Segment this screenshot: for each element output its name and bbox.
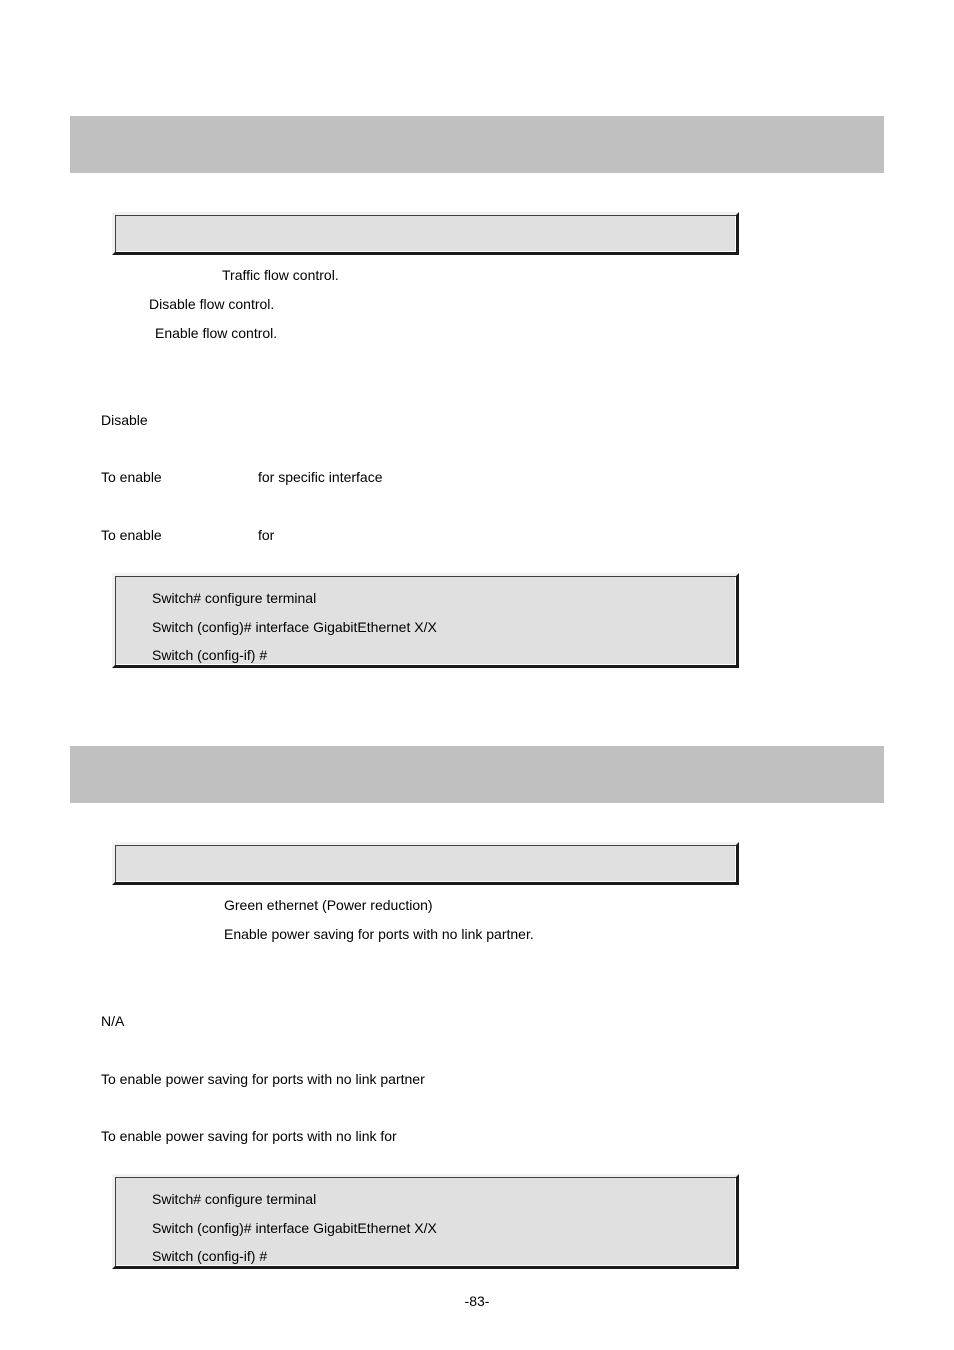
section-2-default-value: N/A bbox=[101, 1013, 125, 1029]
section-2-usage-2: To enable power saving for ports with no link for bbox=[101, 1128, 397, 1144]
section-2-example-line-3: Switch (config-if) # bbox=[152, 1248, 268, 1264]
section-2-syntax-box bbox=[112, 842, 739, 885]
section-1-header-bar bbox=[70, 116, 884, 173]
section-1-usage-2-suffix: for bbox=[258, 527, 275, 543]
section-2-usage-1: To enable power saving for ports with no link partner bbox=[101, 1071, 425, 1087]
section-1-syntax-box bbox=[112, 212, 739, 255]
section-1-usage-1-suffix: for specific interface bbox=[258, 469, 383, 485]
section-1-param-2: Disable flow control. bbox=[149, 296, 275, 312]
section-2-header-bar bbox=[70, 746, 884, 803]
section-1-example-line-3: Switch (config-if) # bbox=[152, 647, 268, 663]
section-1-default-value: Disable bbox=[101, 412, 148, 428]
section-2-example-line-2: Switch (config)# interface GigabitEthernet X/X bbox=[152, 1220, 437, 1236]
page-number: -83- bbox=[464, 1293, 490, 1309]
section-2-param-1: Green ethernet (Power reduction) bbox=[224, 897, 433, 913]
section-2-example-line-1: Switch# configure terminal bbox=[152, 1191, 317, 1207]
section-1-example-line-1: Switch# configure terminal bbox=[152, 590, 317, 606]
section-1-example-box bbox=[112, 573, 739, 668]
section-1-example-line-2: Switch (config)# interface GigabitEthernet X/X bbox=[152, 619, 437, 635]
section-1-usage-2: To enable bbox=[101, 527, 162, 543]
section-1-usage-1: To enable bbox=[101, 469, 162, 485]
section-1-param-3: Enable flow control. bbox=[155, 325, 278, 341]
section-1-param-1: Traffic flow control. bbox=[222, 267, 339, 283]
section-2-example-box bbox=[112, 1174, 739, 1269]
section-2-param-2: Enable power saving for ports with no link partner. bbox=[224, 926, 534, 942]
